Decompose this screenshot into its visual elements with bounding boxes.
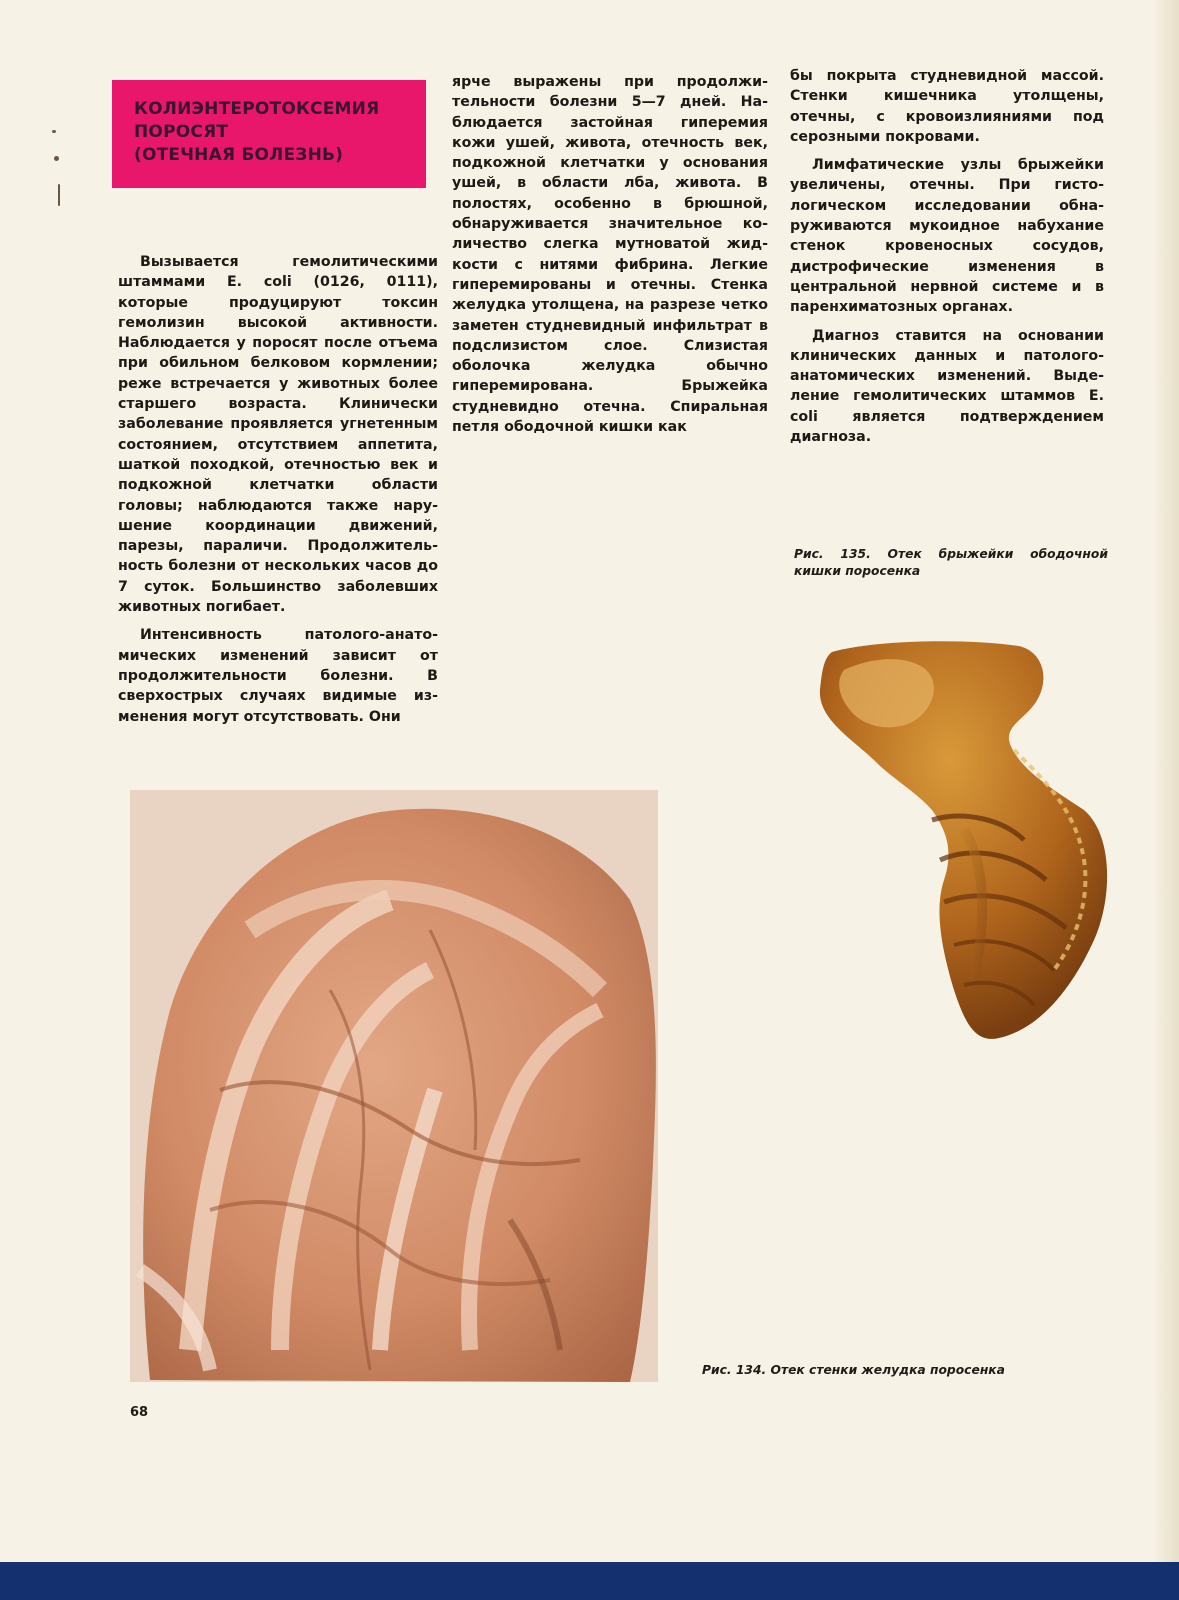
paragraph: Интенсивность патолого-анатомических изменений зависит от продолжительности болезни. В сверхострых случаях видимые изменения могут отсутствовать. Они — [118, 627, 438, 725]
paragraph: Лимфатические узлы брыжейки увеличены, отечны. При гистологическом исследовании обнаруживаются мукоидное набухание стенок кровеносных сосудов, дистрофические изменения в центральной нервной системе и в паренхиматозных органах. — [790, 157, 1104, 316]
paragraph: ярче выражены при продолжительности болезни 5—7 дней. Наблюдается застойная гиперемия кожи ушей, живота, отечность век, подкожной клетчатки у основания ушей, в области лба, живота. В полостях, особенно в брюшной, обнаруживается значительное количество слегка мутноватой жидкости с нитями фибрина. Легкие гиперемированы и отечны. Стенка желудка утолщена, на разрезе четко заметен студневидный инфильтрат в подслизистом слое. Слизистая оболочка желудка обычно гиперемирована. Брыжейка студневидно отечна. Спиральная петля ободочной кишки как — [452, 74, 768, 436]
section-title-line: (ОТЕЧНАЯ БОЛЕЗНЬ) — [134, 145, 344, 165]
page-edge-shade — [1151, 0, 1179, 1600]
section-title-line: КОЛИЭНТЕРОТОКСЕМИЯ — [134, 99, 380, 119]
figure-135-photo — [814, 640, 1114, 1042]
figure-135-caption: Рис. 135. Отек брыжейки ободочной кишки поросенка — [794, 547, 1108, 578]
scan-bottom-strip — [0, 1562, 1179, 1600]
section-title-line: ПОРОСЯТ — [134, 122, 229, 142]
margin-speck — [52, 130, 56, 133]
paragraph: бы покрыта студневидной массой. Стенки кишечника утолщены, отечны, с кровоизлияниями под серозными покровами. — [790, 68, 1104, 145]
section-title-box — [112, 80, 426, 188]
margin-speck — [54, 156, 59, 161]
text-column-left — [118, 252, 438, 727]
text-column-middle — [452, 72, 768, 437]
figure-134-photo — [130, 790, 658, 1382]
page-number: 68 — [130, 1405, 149, 1420]
text-column-right — [790, 66, 1104, 447]
figure-134-caption: Рис. 134. Отек стенки желудка поросенка — [702, 1363, 1005, 1377]
margin-speck — [58, 184, 60, 206]
paragraph: Вызывается гемолитическими штаммами E. coli (0126, 0111), которые продуцируют токсин гемолизин высокой активности. Наблюдается у поросят после отъема при обильном белковом кормлении; реже встречается у животных более старшего возраста. Клинически заболевание проявляется угнетенным состоянием, отсутствием аппетита, шаткой походкой, отечностью век и подкожной клетчатки области головы; наблюдаются также нарушение координации движений, парезы, параличи. Продолжительность болезни от нескольких часов до 7 суток. Большинство заболевших животных погибает. — [118, 254, 438, 616]
paragraph: Диагноз ставится на основании клинических данных и патологоанатомических изменений. Выделение гемолитических штаммов E. coli является подтверждением диагноза. — [790, 327, 1104, 446]
